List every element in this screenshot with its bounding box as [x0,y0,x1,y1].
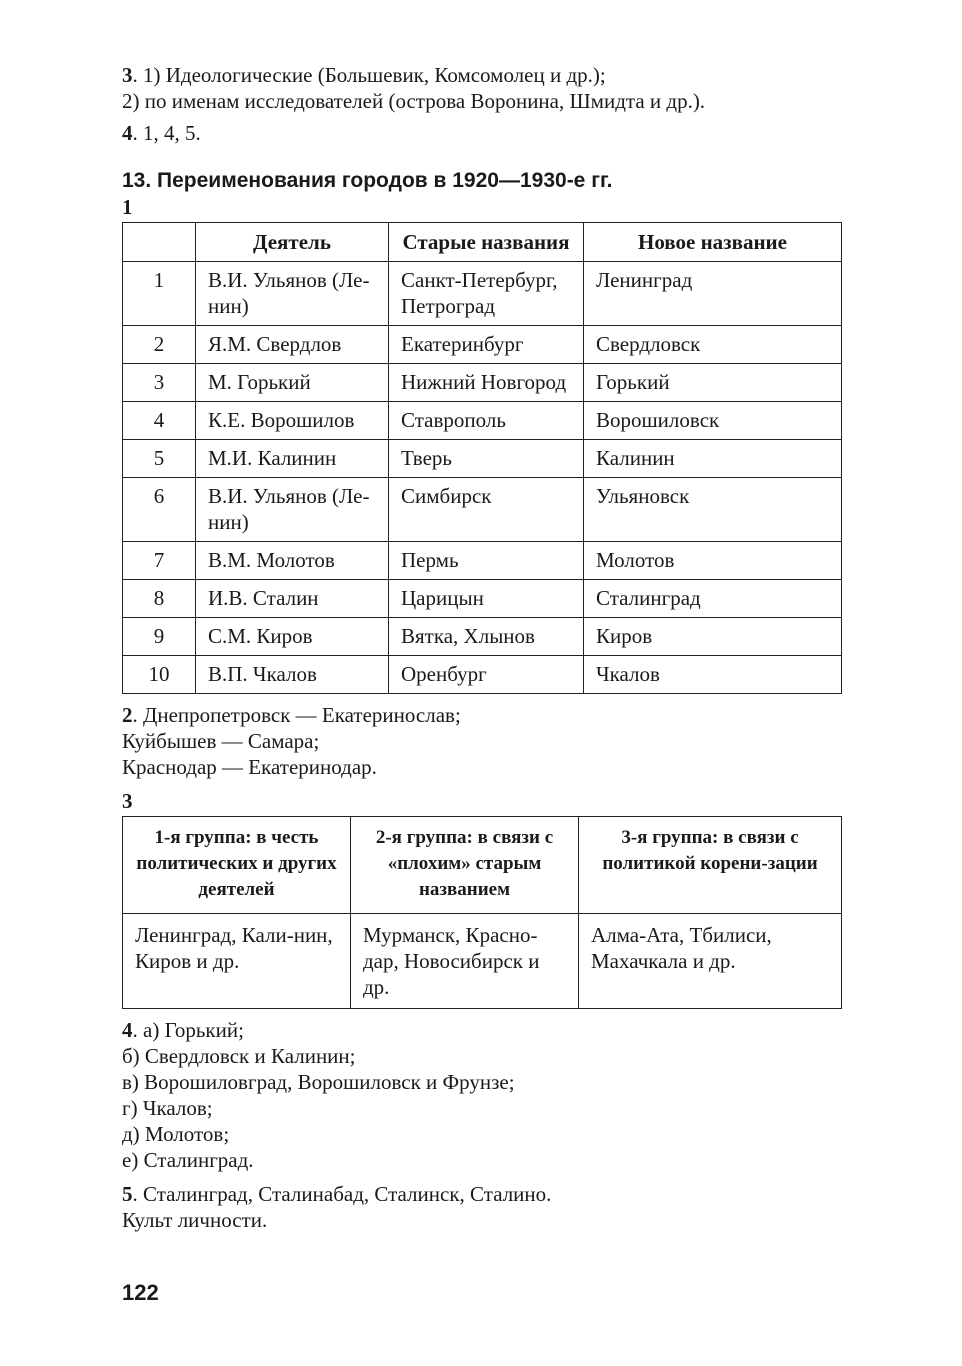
row-figure: С.М. Киров [196,618,389,656]
row-new-name: Киров [584,618,842,656]
table-row [123,262,842,326]
row-figure: М. Горький [196,364,389,402]
row-number: 3 [123,364,196,402]
row-old-names: Пермь [389,542,584,580]
row-figure: К.Е. Ворошилов [196,402,389,440]
row-old-names: Екатеринбург [389,326,584,364]
table-row [123,542,842,580]
row-new-name: Молотов [584,542,842,580]
row-new-name: Горький [584,364,842,402]
page-number: 122 [122,1280,159,1305]
row-old-names: Симбирск [389,478,584,542]
row-new-name: Ульяновск [584,478,842,542]
row-new-name: Калинин [584,440,842,478]
row-old-names: Нижний Новгород [389,364,584,402]
task-4-text: . а) Горький; [132,1018,244,1042]
row-old-names: Тверь [389,440,584,478]
task-2-text: . Днепропетровск — Екатеринослав; [132,703,461,727]
task-4-line-3: в) Ворошиловград, Ворошиловск и Фрунзе; [122,1070,515,1094]
table-row [123,478,842,542]
task-5-line-2: Культ личности. [122,1208,268,1232]
row-figure: И.В. Сталин [196,580,389,618]
row-new-name: Ворошиловск [584,402,842,440]
task-2-line-1 [122,702,842,728]
task-4-line-6: е) Сталинград. [122,1148,254,1172]
task-5-line-1 [122,1181,842,1207]
task-5-number: 5 [122,1182,133,1206]
section-4-number: 4 [122,121,133,145]
row-number: 8 [123,580,196,618]
row-new-name: Ленинград [584,262,842,326]
section-3-text: . 1) Идеологические (Большевик, Комсомолец и др.); [132,63,606,87]
row-figure: В.И. Ульянов (Ле-нин) [196,262,389,326]
column-header-number [123,223,196,262]
chapter-heading: 13. Переименования городов в 1920—1930-е гг. [122,169,613,192]
row-figure: В.П. Чкалов [196,656,389,694]
group-1-header: 1-я группа: в честь политических и других деятелей [123,817,351,914]
table-row [123,580,842,618]
row-old-names: Ставрополь [389,402,584,440]
task-1-label: 1 [122,195,133,219]
row-new-name: Чкалов [584,656,842,694]
group-3-header: 3-я группа: в связи с политикой корени-зации [579,817,842,914]
section-3-number: 3 [122,63,133,87]
table-row [123,618,842,656]
row-number: 1 [123,262,196,326]
row-new-name: Свердловск [584,326,842,364]
page-content [122,62,842,1233]
table-row [123,364,842,402]
group-3-cell: Алма-Ата, Тбилиси, Махачкала и др. [579,914,842,1009]
group-1-cell: Ленинград, Кали-нин, Киров и др. [123,914,351,1009]
row-number: 5 [123,440,196,478]
task-3-label: 3 [122,789,133,813]
groups-header-row [123,817,842,914]
table-row [123,326,842,364]
row-number: 10 [123,656,196,694]
table-row [123,656,842,694]
row-old-names: Санкт-Петербург, Петроград [389,262,584,326]
groups-row [123,914,842,1009]
task-4-line-4: г) Чкалов; [122,1096,213,1120]
row-figure: М.И. Калинин [196,440,389,478]
section-4-text: . 1, 4, 5. [132,121,201,145]
section-3-line-2: 2) по именам исследователей (острова Воронина, Шмидта и др.). [122,89,706,113]
row-number: 4 [123,402,196,440]
row-number: 2 [123,326,196,364]
column-header-old-names: Старые названия [389,223,584,262]
row-old-names: Вятка, Хлынов [389,618,584,656]
task-2-line-2: Куйбышев — Самара; [122,729,320,753]
group-2-header: 2-я группа: в связи с «плохим» старым названием [351,817,579,914]
task-2-line-3: Краснодар — Екатеринодар. [122,755,377,779]
row-old-names: Оренбург [389,656,584,694]
row-old-names: Царицын [389,580,584,618]
column-header-new-name: Новое название [584,223,842,262]
row-figure: Я.М. Свердлов [196,326,389,364]
groups-table [122,816,842,1009]
table-header-row [123,223,842,262]
row-figure: В.М. Молотов [196,542,389,580]
row-number: 7 [123,542,196,580]
section-4-line [122,120,842,146]
task-4-line-5: д) Молотов; [122,1122,230,1146]
task-5-text: . Сталинград, Сталинабад, Сталинск, Сталино. [132,1182,552,1206]
row-number: 6 [123,478,196,542]
table-row [123,402,842,440]
group-2-cell: Мурманск, Красно-дар, Новосибирск и др. [351,914,579,1009]
task-4-line-1 [122,1017,842,1043]
column-header-figure: Деятель [196,223,389,262]
table-row [123,440,842,478]
task-2-number: 2 [122,703,133,727]
row-new-name: Сталинград [584,580,842,618]
row-number: 9 [123,618,196,656]
section-3-line-1 [122,62,842,88]
task-4-line-2: б) Свердловск и Калинин; [122,1044,356,1068]
row-figure: В.И. Ульянов (Ле-нин) [196,478,389,542]
renaming-table [122,222,842,694]
task-4-number: 4 [122,1018,133,1042]
